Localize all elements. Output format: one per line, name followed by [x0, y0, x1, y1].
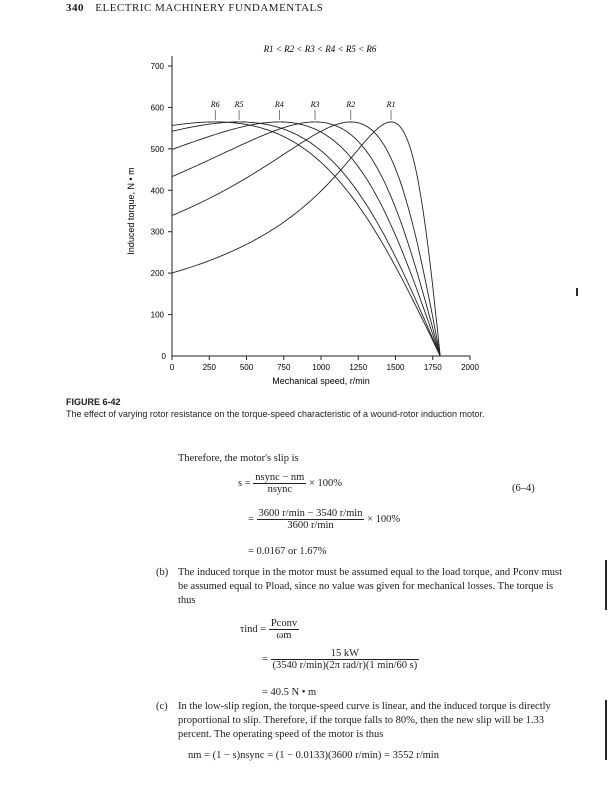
figure-caption — [66, 396, 566, 420]
part-c-text: In the low-slip region, the torque-speed curve is linear, and the induced torque is directly proportional to slip. Therefore, if the torque falls to 80%, then the new slip will be 1.33 percent. The operating speed of the motor is thus — [178, 701, 551, 740]
speed-equation: nm = (1 − s)nsync = (1 − 0.0133)(3600 r/min) = 3552 r/min — [188, 750, 439, 761]
slip-times-numeric: × 100% — [367, 513, 401, 525]
slip-equation-numeric — [248, 508, 400, 531]
x-tick-label: 1500 — [386, 363, 405, 372]
curve-label-r4: R4 — [274, 99, 284, 109]
torque-curve-r2 — [172, 122, 440, 356]
slip-lhs: s = — [238, 477, 251, 489]
equation-number: (6–4) — [512, 483, 535, 494]
torque-curve-r3 — [172, 122, 440, 356]
x-tick-label: 500 — [239, 363, 254, 372]
x-tick-label: 0 — [169, 363, 175, 372]
y-tick-label: 400 — [150, 186, 164, 196]
torque-equation — [240, 618, 299, 641]
slip-numerator-numeric: 3600 r/min − 3540 r/min — [258, 508, 363, 519]
torque-fraction — [269, 618, 299, 641]
slip-denominator: nsync — [267, 484, 293, 495]
running-title: ELECTRIC MACHINERY FUNDAMENTALS — [95, 2, 324, 14]
running-head — [66, 2, 323, 14]
torque-equation-numeric — [262, 648, 419, 671]
y-tick-label: 300 — [150, 227, 164, 237]
page-edge-mark — [605, 560, 607, 610]
x-tick-label: 750 — [277, 363, 291, 372]
part-b-label: (b) — [156, 567, 169, 578]
slip-equation — [238, 472, 342, 495]
x-tick-label: 250 — [202, 363, 216, 372]
slip-result: = 0.0167 or 1.67% — [248, 546, 327, 557]
curve-label-r3: R3 — [310, 99, 320, 109]
torque-speed-chart — [120, 38, 500, 393]
y-tick-label: 100 — [150, 310, 164, 320]
y-tick-label: 700 — [150, 62, 164, 71]
torque-curve-r5 — [172, 122, 440, 356]
x-tick-label: 1000 — [312, 363, 330, 372]
y-tick-label: 500 — [150, 144, 164, 154]
curve-label-r5: R5 — [234, 99, 244, 109]
curve-label-r1: R1 — [386, 99, 396, 109]
torque-curve-r6 — [172, 122, 440, 356]
chart-legend-text: R1 < R2 < R3 < R4 < R5 < R6 — [263, 44, 377, 54]
torque-denominator-numeric: (3540 r/min)(2π rad/r)(1 min/60 s) — [272, 660, 418, 671]
torque-numerator: Pconv — [270, 618, 298, 629]
torque-result: = 40.5 N • m — [262, 687, 317, 698]
page-edge-mark-lower — [605, 700, 607, 760]
torque-curve-r4 — [172, 122, 440, 356]
x-tick-label: 1750 — [423, 363, 442, 372]
slip-times: × 100% — [308, 477, 343, 489]
torque-denominator: ωm — [276, 630, 292, 641]
therefore-line: Therefore, the motor's slip is — [178, 453, 299, 464]
page-number: 340 — [66, 2, 84, 14]
slip-eq-sign: = — [248, 513, 254, 525]
y-axis-label: Induced torque, N • m — [126, 167, 136, 255]
y-tick-label: 200 — [150, 269, 164, 279]
y-tick-label-zero: 0 — [161, 352, 166, 361]
figure-label: FIGURE 6-42 — [66, 397, 121, 407]
part-b-text: The induced torque in the motor must be assumed equal to the load torque, and Pconv must be assumed equal to Pload, since no value was given for mechanical losses. The torque is thus — [178, 567, 563, 606]
y-tick-label: 600 — [150, 103, 164, 113]
figure-caption-text: The effect of varying rotor resistance on the torque-speed characteristic of a wound-rotor induction motor. — [66, 409, 485, 419]
torque-fraction-numeric — [271, 648, 420, 671]
x-axis-label: Mechanical speed, r/min — [272, 376, 370, 386]
torque-curve-r1 — [172, 122, 440, 356]
slip-fraction — [253, 472, 306, 495]
torque-numerator-numeric: 15 kW — [271, 648, 420, 660]
torque-lhs: τind = — [240, 623, 267, 635]
slip-numerator: nsync − nm — [255, 472, 305, 483]
slip-denominator-numeric: 3600 r/min — [287, 520, 334, 531]
torque-eq-sign: = — [262, 653, 268, 665]
x-tick-label: 2000 — [461, 363, 479, 372]
curve-label-r6: R6 — [210, 99, 220, 109]
curve-label-r2: R2 — [346, 99, 356, 109]
slip-fraction-numeric — [257, 508, 365, 531]
part-c-label: (c) — [156, 701, 168, 712]
scan-mark — [576, 288, 578, 296]
x-tick-label: 1250 — [349, 363, 368, 372]
